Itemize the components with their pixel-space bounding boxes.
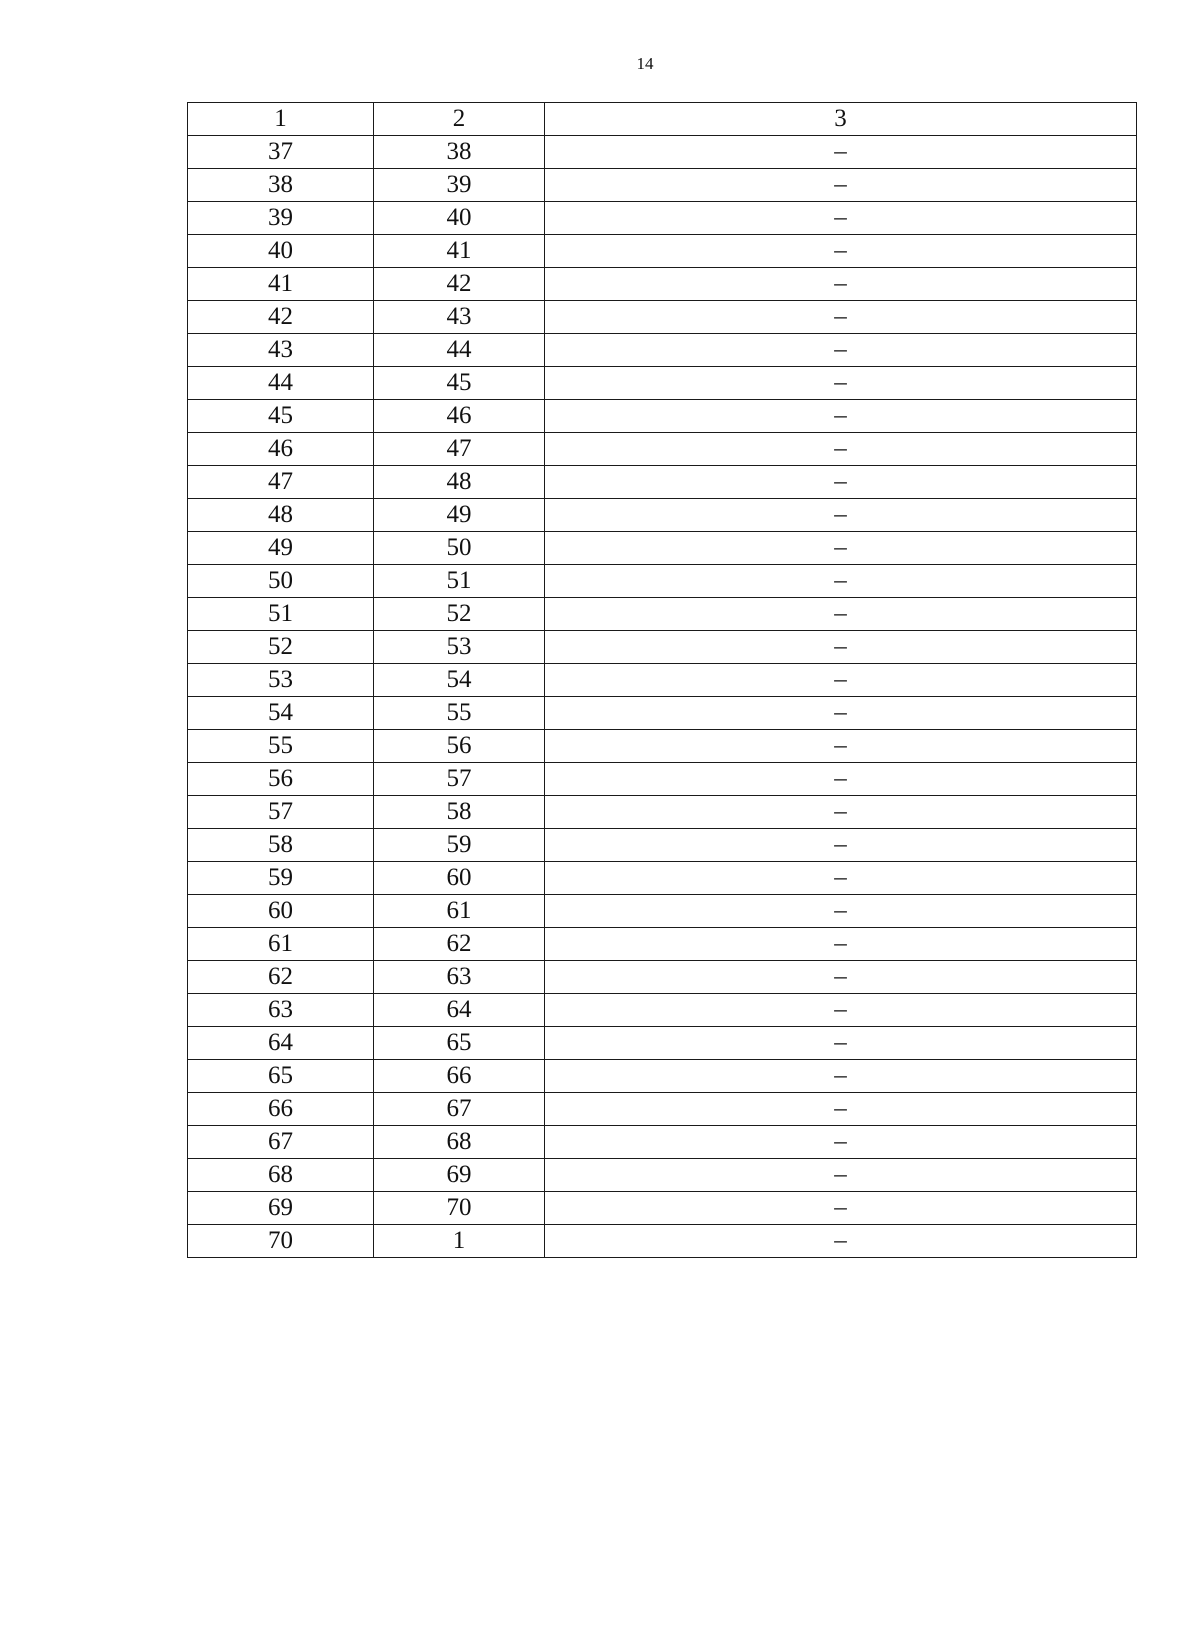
table-row [188, 994, 1137, 1027]
table-cell-col-3: – [545, 565, 1137, 598]
table-row [188, 1027, 1137, 1060]
table-cell-col-1: 49 [188, 532, 374, 565]
table-cell-col-2: 65 [374, 1027, 545, 1060]
table-cell-col-3: – [545, 697, 1137, 730]
table-cell-col-1: 42 [188, 301, 374, 334]
table-cell-col-1: 62 [188, 961, 374, 994]
table-cell-col-2: 44 [374, 334, 545, 367]
table-cell-col-3: – [545, 730, 1137, 763]
table-cell-col-2: 38 [374, 136, 545, 169]
table-row [188, 961, 1137, 994]
table-cell-col-3: – [545, 763, 1137, 796]
table-row [188, 268, 1137, 301]
table-body [188, 103, 1137, 1258]
table-cell-col-3: – [545, 136, 1137, 169]
table-cell-col-1: 50 [188, 565, 374, 598]
table-cell-col-1: 53 [188, 664, 374, 697]
table-row [188, 235, 1137, 268]
table-row [188, 136, 1137, 169]
table-cell-col-1: 64 [188, 1027, 374, 1060]
table-row [188, 730, 1137, 763]
table-row [188, 499, 1137, 532]
table-cell-col-1: 39 [188, 202, 374, 235]
table-cell-col-3: – [545, 301, 1137, 334]
table-cell-col-1: 48 [188, 499, 374, 532]
table-cell-col-1: 41 [188, 268, 374, 301]
table-row [188, 664, 1137, 697]
table-cell-col-1: 38 [188, 169, 374, 202]
table-row [188, 1192, 1137, 1225]
table-cell-col-1: 43 [188, 334, 374, 367]
table-cell-col-2: 68 [374, 1126, 545, 1159]
table-cell-col-1: 66 [188, 1093, 374, 1126]
table-cell-col-1: 40 [188, 235, 374, 268]
table-cell-col-1: 47 [188, 466, 374, 499]
table-cell-col-2: 42 [374, 268, 545, 301]
table-cell-col-2: 62 [374, 928, 545, 961]
table-cell-col-3: – [545, 235, 1137, 268]
table-cell-col-2: 53 [374, 631, 545, 664]
column-header-1: 1 [188, 103, 374, 136]
table-row [188, 763, 1137, 796]
table-row [188, 301, 1137, 334]
table-cell-col-1: 57 [188, 796, 374, 829]
table-cell-col-1: 46 [188, 433, 374, 466]
table-cell-col-2: 64 [374, 994, 545, 1027]
table-cell-col-3: – [545, 466, 1137, 499]
table-cell-col-3: – [545, 1159, 1137, 1192]
table-row [188, 466, 1137, 499]
table-cell-col-3: – [545, 1192, 1137, 1225]
table-cell-col-3: – [545, 1060, 1137, 1093]
table-cell-col-2: 60 [374, 862, 545, 895]
table-cell-col-3: – [545, 994, 1137, 1027]
table-cell-col-1: 54 [188, 697, 374, 730]
table-row [188, 565, 1137, 598]
table-row [188, 928, 1137, 961]
column-header-2: 2 [374, 103, 545, 136]
table-cell-col-2: 56 [374, 730, 545, 763]
page-number: 14 [636, 54, 654, 73]
table-row [188, 697, 1137, 730]
table-row [188, 1060, 1137, 1093]
table-row [188, 202, 1137, 235]
table-cell-col-2: 63 [374, 961, 545, 994]
table-cell-col-3: – [545, 202, 1137, 235]
table-cell-col-1: 51 [188, 598, 374, 631]
table-cell-col-1: 68 [188, 1159, 374, 1192]
table-cell-col-2: 58 [374, 796, 545, 829]
table-cell-col-2: 43 [374, 301, 545, 334]
table-row [188, 895, 1137, 928]
table-cell-col-3: – [545, 928, 1137, 961]
table-cell-col-1: 58 [188, 829, 374, 862]
table-cell-col-1: 37 [188, 136, 374, 169]
table-cell-col-1: 65 [188, 1060, 374, 1093]
table-row [188, 598, 1137, 631]
table-cell-col-2: 66 [374, 1060, 545, 1093]
table-cell-col-2: 50 [374, 532, 545, 565]
table-cell-col-1: 52 [188, 631, 374, 664]
column-header-3: 3 [545, 103, 1137, 136]
table-cell-col-3: – [545, 796, 1137, 829]
table-row [188, 1093, 1137, 1126]
table-cell-col-3: – [545, 1126, 1137, 1159]
table-cell-col-3: – [545, 862, 1137, 895]
table-cell-col-2: 39 [374, 169, 545, 202]
table-cell-col-1: 56 [188, 763, 374, 796]
table-cell-col-2: 45 [374, 367, 545, 400]
table-cell-col-3: – [545, 367, 1137, 400]
table-cell-col-2: 41 [374, 235, 545, 268]
table-cell-col-2: 61 [374, 895, 545, 928]
table-cell-col-3: – [545, 532, 1137, 565]
table-cell-col-2: 52 [374, 598, 545, 631]
table-row [188, 532, 1137, 565]
table-cell-col-2: 59 [374, 829, 545, 862]
table-cell-col-2: 48 [374, 466, 545, 499]
table-cell-col-2: 1 [374, 1225, 545, 1258]
table-row [188, 367, 1137, 400]
table-cell-col-2: 54 [374, 664, 545, 697]
table-cell-col-3: – [545, 433, 1137, 466]
table-cell-col-1: 69 [188, 1192, 374, 1225]
table-row [188, 334, 1137, 367]
table-row [188, 169, 1137, 202]
table-row [188, 1159, 1137, 1192]
table-cell-col-1: 45 [188, 400, 374, 433]
table-cell-col-2: 40 [374, 202, 545, 235]
table-cell-col-2: 67 [374, 1093, 545, 1126]
table-cell-col-1: 67 [188, 1126, 374, 1159]
table-cell-col-3: – [545, 400, 1137, 433]
table-cell-col-3: – [545, 499, 1137, 532]
table-cell-col-3: – [545, 268, 1137, 301]
table-cell-col-2: 47 [374, 433, 545, 466]
table-cell-col-1: 70 [188, 1225, 374, 1258]
data-table [187, 102, 1137, 1258]
table-row [188, 631, 1137, 664]
table-cell-col-3: – [545, 631, 1137, 664]
table-row [188, 1126, 1137, 1159]
table-cell-col-2: 55 [374, 697, 545, 730]
table-cell-col-1: 60 [188, 895, 374, 928]
table-cell-col-3: – [545, 961, 1137, 994]
table-cell-col-1: 44 [188, 367, 374, 400]
table-cell-col-1: 61 [188, 928, 374, 961]
table-cell-col-3: – [545, 169, 1137, 202]
table-row [188, 829, 1137, 862]
table-cell-col-3: – [545, 895, 1137, 928]
table-row [188, 400, 1137, 433]
table-cell-col-3: – [545, 1093, 1137, 1126]
table-cell-col-2: 57 [374, 763, 545, 796]
table-cell-col-3: – [545, 598, 1137, 631]
table-cell-col-2: 70 [374, 1192, 545, 1225]
table-row [188, 862, 1137, 895]
table-cell-col-3: – [545, 1027, 1137, 1060]
table-cell-col-2: 46 [374, 400, 545, 433]
table-cell-col-3: – [545, 664, 1137, 697]
table-row [188, 796, 1137, 829]
table-cell-col-1: 55 [188, 730, 374, 763]
table-row [188, 1225, 1137, 1258]
table-cell-col-1: 63 [188, 994, 374, 1027]
table-cell-col-3: – [545, 829, 1137, 862]
table-cell-col-3: – [545, 334, 1137, 367]
table-row [188, 433, 1137, 466]
table-header-row [188, 103, 1137, 136]
table-cell-col-3: – [545, 1225, 1137, 1258]
table-cell-col-2: 69 [374, 1159, 545, 1192]
table-cell-col-2: 49 [374, 499, 545, 532]
table-cell-col-2: 51 [374, 565, 545, 598]
table-cell-col-1: 59 [188, 862, 374, 895]
